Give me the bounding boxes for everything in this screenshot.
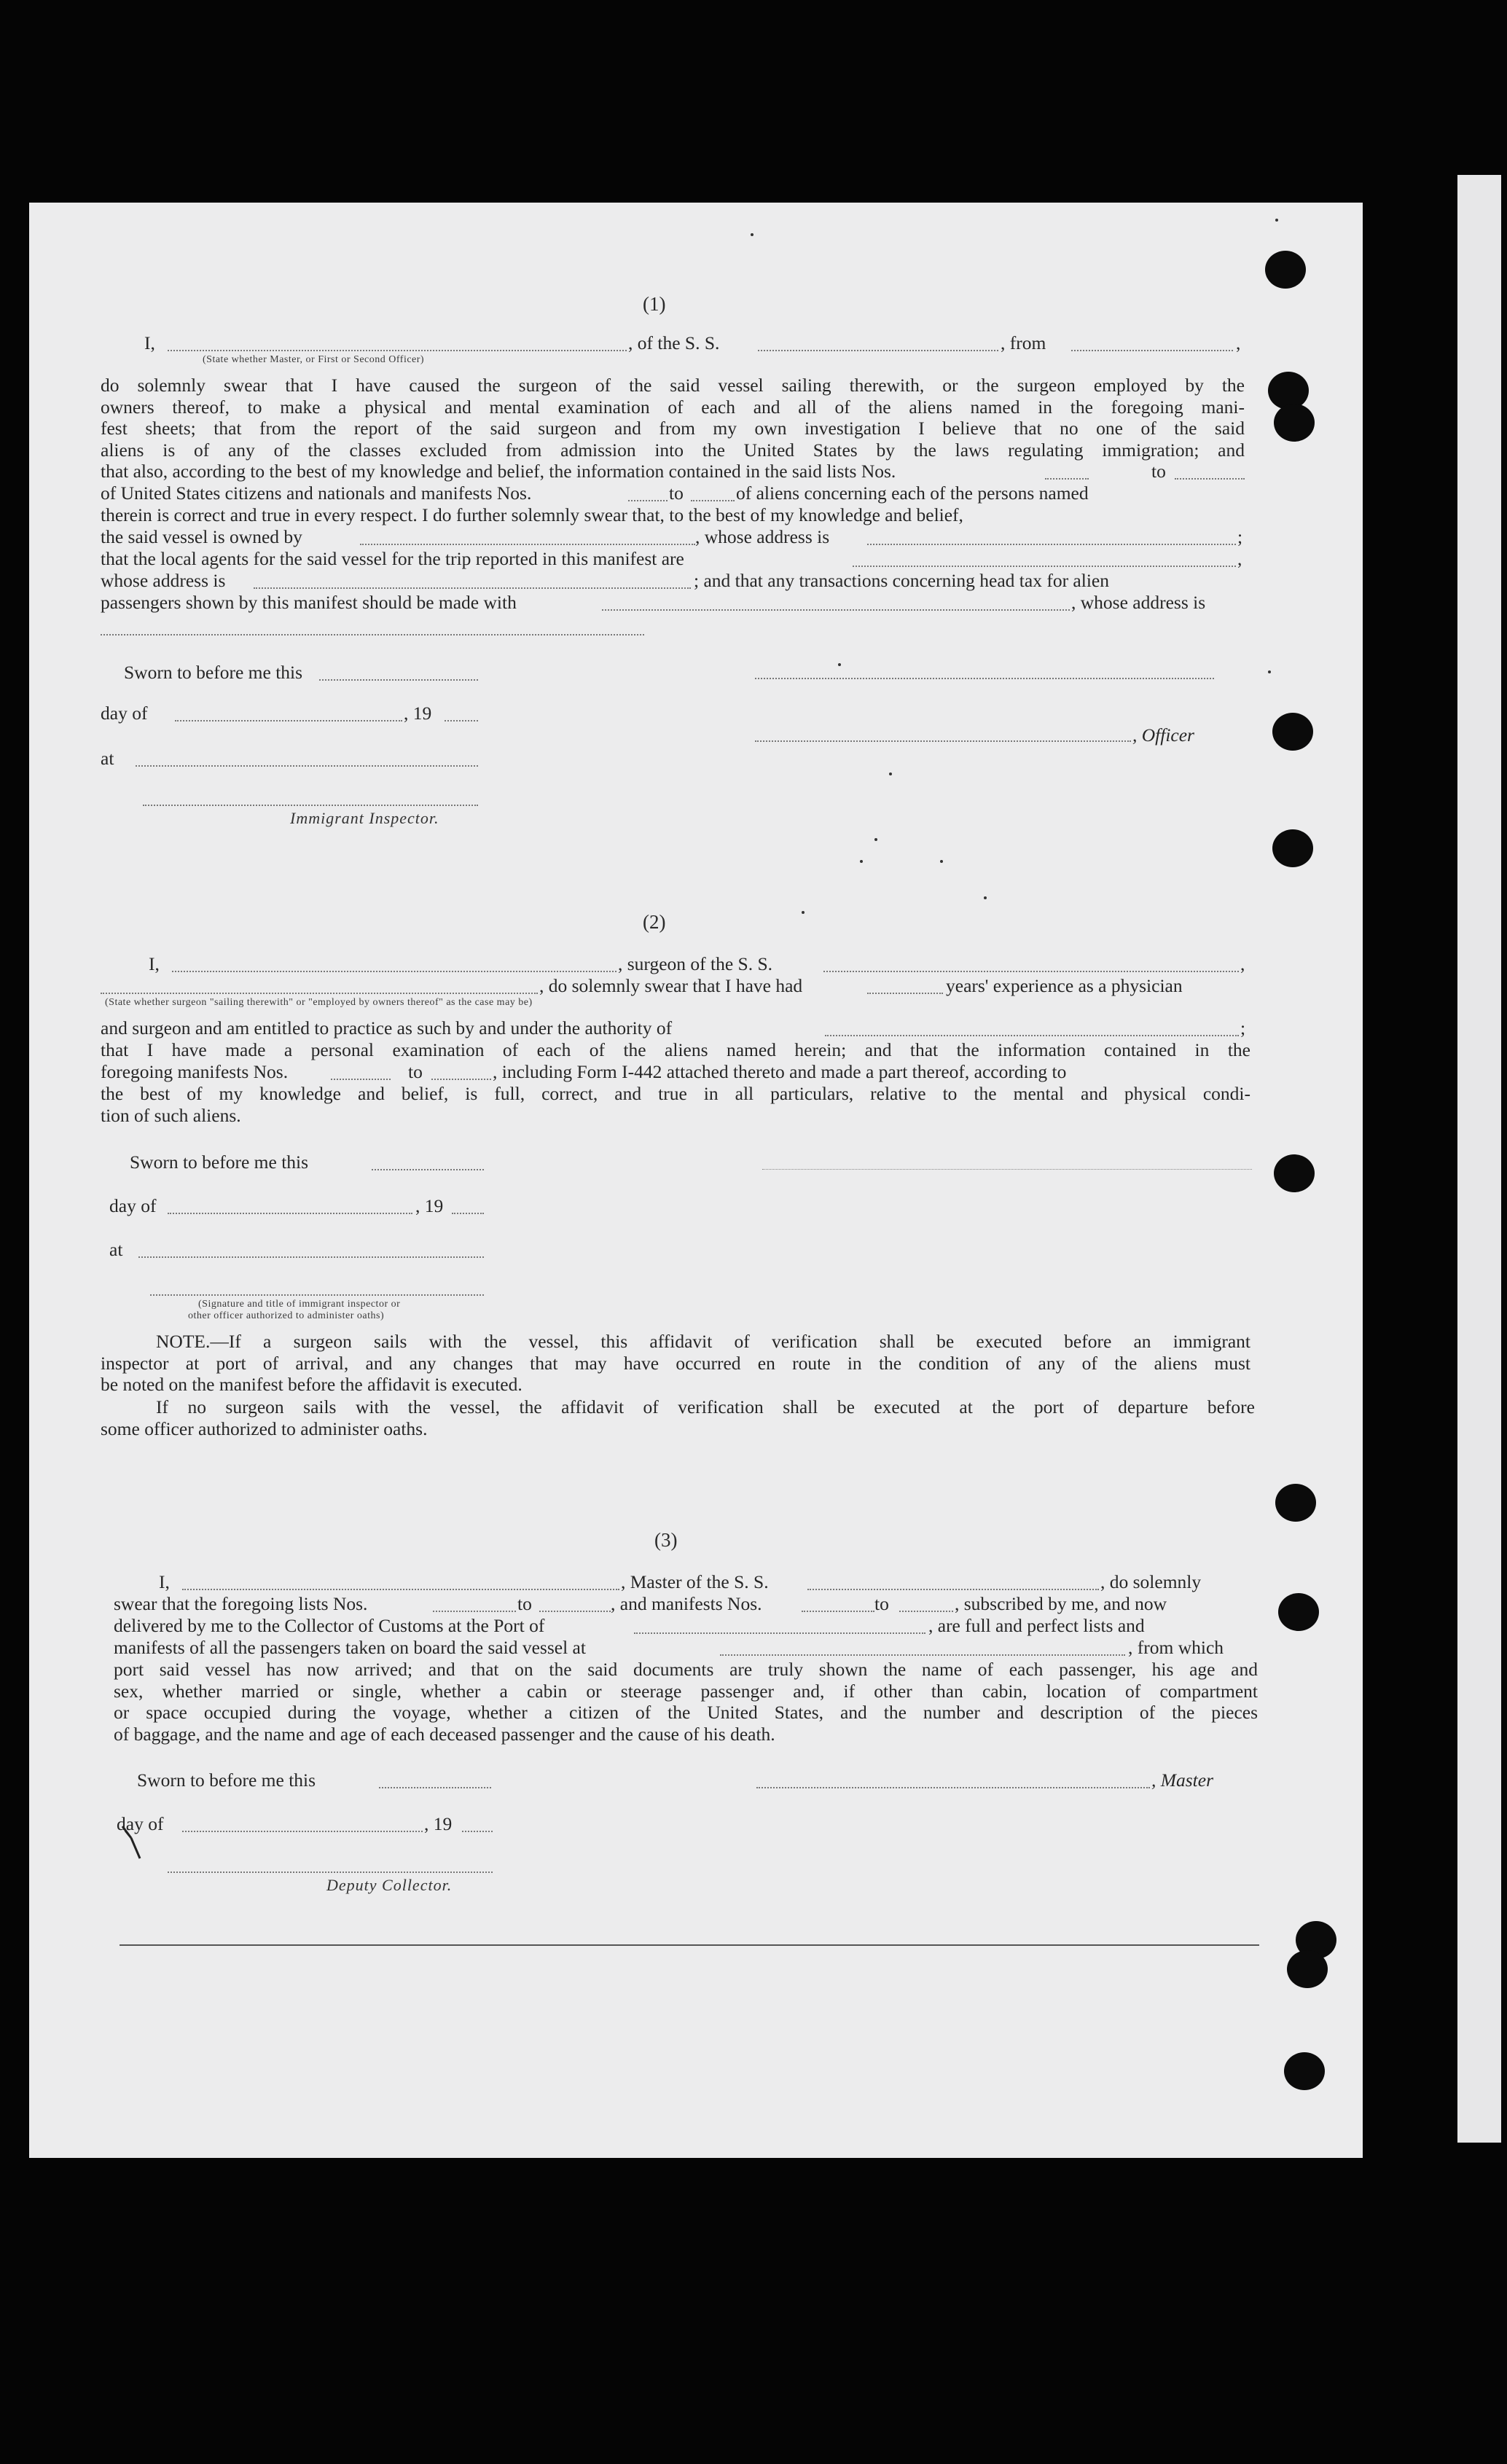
- s1-officer-blank: [755, 740, 1131, 742]
- s3-port-blank: [634, 1632, 925, 1634]
- document-page: [29, 203, 1363, 2158]
- s3-deputy-caption: Deputy Collector.: [326, 1876, 453, 1894]
- paper-speck: [940, 860, 943, 863]
- s2-line1-end: ,: [1240, 953, 1245, 974]
- s2-at: at: [109, 1239, 123, 1260]
- s1-paragraph: [101, 375, 1245, 461]
- s1-headtax-address-blank: [101, 634, 644, 635]
- s1-day-of: day of: [101, 703, 148, 724]
- s3-line1-i: I,: [159, 1571, 170, 1592]
- s1-ship-blank: [758, 350, 998, 351]
- s2-foregoing-b: to: [408, 1061, 423, 1082]
- s1-manifests-b: to: [669, 482, 684, 504]
- s2-line2-a: , do solemnly swear that I have had: [539, 975, 803, 996]
- s3-line2-c: , and manifests Nos.: [611, 1593, 762, 1614]
- s1-master-hint: (State whether Master, or First or Second Officer): [203, 354, 425, 365]
- s1-lists-to-blank: [1175, 478, 1245, 480]
- s3-paragraph: [114, 1659, 1258, 1745]
- s2-ship-blank: [823, 971, 1239, 972]
- s1-sworn-blank: [319, 679, 478, 681]
- binder-hole: [1274, 1154, 1315, 1192]
- s3-line1-end: , do solemnly: [1100, 1571, 1202, 1592]
- s2-manifests-from-blank: [331, 1079, 391, 1080]
- s2-para-line: tion of such aliens.: [101, 1104, 241, 1126]
- s1-sworn: Sworn to before me this: [124, 662, 303, 683]
- s3-day-blank: [182, 1831, 423, 1832]
- s1-owner-blank: [360, 544, 695, 545]
- s3-sworn-blank: [379, 1787, 491, 1788]
- paper-speck: [1275, 219, 1278, 222]
- s2-note: [101, 1331, 1250, 1396]
- paper-speck: [984, 896, 987, 899]
- s1-year: , 19: [404, 703, 432, 724]
- paper-speck: [889, 773, 892, 775]
- s2-surgeon: , surgeon of the S. S.: [618, 953, 773, 974]
- s3-year: , 19: [424, 1813, 453, 1834]
- s1-year-blank: [445, 720, 478, 721]
- s1-manifests-c: of aliens concerning each of the persons named: [736, 482, 1089, 504]
- paper-speck: [874, 838, 877, 841]
- s1-para-line: aliens is of any of the classes excluded from admission into the United States by the laws regulating immigration; and: [101, 439, 1245, 461]
- binder-hole: [1272, 713, 1313, 751]
- s1-address-b: ; and that any transactions concerning head tax for alien: [694, 570, 1109, 591]
- s2-sig-caption: (Signature and title of immigrant inspector or: [198, 1299, 401, 1310]
- s1-master-blank: [168, 350, 627, 351]
- paper-speck: [751, 233, 754, 236]
- s2-note2-line: If no surgeon sails with the vessel, the affidavit of verification shall be executed at the port of departure before: [156, 1396, 1255, 1417]
- s3-para-line: port said vessel has now arrived; and that on the said documents are truly shown the name of each passenger, his age and: [114, 1659, 1258, 1680]
- s1-agents-blank: [853, 566, 1236, 567]
- s3-master-sig-blank: [756, 1787, 1150, 1788]
- s2-para-a: [101, 1039, 1250, 1061]
- s3-boarded-port-blank: [720, 1654, 1125, 1656]
- s1-of-ss: , of the S. S.: [628, 332, 720, 353]
- s2-note2-line: some officer authorized to administer oaths.: [101, 1417, 428, 1439]
- binder-hole: [1284, 2052, 1325, 2090]
- s3-line2-e: , subscribed by me, and now: [955, 1593, 1167, 1614]
- binder-hole: [1275, 1484, 1316, 1522]
- s3-line4-b: , from which: [1128, 1637, 1224, 1658]
- s1-agents-b: ,: [1237, 548, 1242, 569]
- paper-speck: [838, 663, 841, 666]
- s1-from: , from: [1001, 332, 1046, 353]
- s3-line4-a: manifests of all the passengers taken on board the said vessel at: [114, 1637, 586, 1658]
- s3-line2-d: to: [874, 1593, 889, 1614]
- s2-at-blank: [138, 1256, 484, 1258]
- s3-para-line: of baggage, and the name and age of each deceased passenger and the cause of his death.: [114, 1723, 775, 1745]
- s1-manifests-to-blank: [691, 500, 735, 501]
- s1-at-blank: [136, 765, 478, 767]
- s1-from-blank: [1071, 350, 1233, 351]
- s2-sworn: Sworn to before me this: [130, 1151, 309, 1173]
- s3-para-line: sex, whether married or single, whether a cabin or steerage passenger and, if other than cabin, location of compartment: [114, 1680, 1258, 1702]
- s2-authority-b: ;: [1240, 1017, 1246, 1039]
- s1-inspector-blank: [143, 805, 478, 806]
- adjacent-page-strip: [1457, 175, 1501, 2143]
- paper-speck: [1268, 670, 1271, 673]
- s1-agents-a: that the local agents for the said vessel for the trip reported in this manifest are: [101, 548, 684, 569]
- s3-day-of: day of: [117, 1813, 164, 1834]
- s3-line2-b: to: [517, 1593, 532, 1614]
- s3-ship-blank: [807, 1589, 1099, 1590]
- s3-manifests-to-blank: [899, 1611, 953, 1612]
- s2-para-line: the best of my knowledge and belief, is full, correct, and true in all particulars, relative to the mental and physical condi-: [101, 1083, 1250, 1104]
- s1-headtax-blank: [602, 609, 1070, 611]
- s2-note-line: NOTE.—If a surgeon sails with the vessel, this affidavit of verification shall be executed before an immigrant: [156, 1331, 1250, 1352]
- binder-hole: [1265, 251, 1306, 289]
- s1-at: at: [101, 748, 114, 769]
- s1-owned-b: , whose address is: [695, 526, 830, 547]
- s1-para-line: owners thereof, to make a physical and mental examination of each and all of the aliens named in the foregoing mani-: [101, 396, 1245, 418]
- s1-lists-from-blank: [1045, 478, 1089, 480]
- s1-owned-c: ;: [1237, 526, 1243, 547]
- s3-para-line: or space occupied during the voyage, whether a citizen of the United States, and the number and description of the pieces: [114, 1702, 1258, 1723]
- s2-para-b: [101, 1083, 1250, 1126]
- s1-inspector-caption: Immigrant Inspector.: [290, 809, 439, 827]
- s2-surgeon-hint: (State whether surgeon "sailing therewith" or "employed by owners thereof" as the case may be): [105, 997, 533, 1008]
- s2-authority-a: and surgeon and am entitled to practice as such by and under the authority of: [101, 1017, 673, 1039]
- s2-foregoing-c: , including Form I-442 attached thereto and made a part thereof, according to: [493, 1061, 1067, 1082]
- s2-sig-caption: other officer authorized to administer oaths): [188, 1310, 385, 1321]
- s1-line1-end: ,: [1236, 332, 1241, 353]
- binder-hole: [1278, 1593, 1319, 1631]
- s1-line1-i: I,: [144, 332, 155, 353]
- s1-manifests-a: of United States citizens and nationals and manifests Nos.: [101, 482, 532, 504]
- binder-hole: [1287, 1950, 1328, 1988]
- s1-manifests-from-blank: [628, 500, 668, 501]
- s1-passengers-a: passengers shown by this manifest should be made with: [101, 592, 517, 613]
- binder-hole: [1272, 829, 1313, 867]
- s1-owner-address-blank: [867, 544, 1236, 545]
- s3-line3-b: , are full and perfect lists and: [928, 1615, 1145, 1636]
- s3-line3-a: delivered by me to the Collector of Customs at the Port of: [114, 1615, 545, 1636]
- s3-manifests-from-blank: [802, 1611, 874, 1612]
- s2-signature-blank: [762, 1169, 1252, 1170]
- s2-authority-blank: [825, 1035, 1239, 1036]
- s2-note-line: be noted on the manifest before the affidavit is executed.: [101, 1374, 522, 1395]
- s3-deputy-blank: [168, 1872, 493, 1873]
- s1-day-blank: [175, 720, 402, 721]
- s3-master: , Master of the S. S.: [621, 1571, 769, 1592]
- s2-inspector-blank: [150, 1294, 484, 1296]
- s2-day-blank: [168, 1213, 412, 1214]
- s2-line1-i: I,: [149, 953, 160, 974]
- s1-officer-name-blank: [755, 678, 1214, 679]
- s2-years-blank: [867, 993, 943, 994]
- paper-speck: [802, 911, 805, 914]
- s3-year-blank: [462, 1831, 493, 1832]
- s2-para-line: that I have made a personal examination of each of the aliens named herein; and that the information contained in the: [101, 1039, 1250, 1060]
- s1-para-line: fest sheets; that from the report of the said surgeon and from my own investigation I believe that no one of the said: [101, 418, 1245, 439]
- section-2-number: (2): [643, 911, 666, 933]
- s1-officer: , Officer: [1132, 724, 1194, 746]
- s2-line2-b: years' experience as a physician: [946, 975, 1183, 996]
- binder-hole: [1274, 404, 1315, 442]
- pen-mark: [115, 1820, 144, 1864]
- s2-foregoing-a: foregoing manifests Nos.: [101, 1061, 289, 1082]
- s3-lists-from-blank: [433, 1611, 516, 1612]
- s2-surgeon-name-blank: [172, 971, 616, 972]
- s1-agents-address-blank: [254, 587, 691, 589]
- s3-lists-to-blank: [539, 1611, 611, 1612]
- s2-manifests-to-blank: [431, 1079, 491, 1080]
- s2-note-line: inspector at port of arrival, and any changes that may have occurred en route in the condition of any of the aliens must: [101, 1352, 1250, 1374]
- s1-lists-b: to: [1151, 461, 1166, 482]
- s2-year: , 19: [415, 1195, 444, 1216]
- s1-lists-a: that also, according to the best of my knowledge and belief, the information contained in the said lists Nos.: [101, 461, 896, 482]
- s2-surgeon-type-blank: [101, 993, 538, 994]
- s2-sworn-blank: [372, 1169, 484, 1170]
- s1-address-a: whose address is: [101, 570, 226, 591]
- s3-line2-a: swear that the foregoing lists Nos.: [114, 1593, 368, 1614]
- s2-day-of: day of: [109, 1195, 157, 1216]
- s2-note2: [101, 1396, 1255, 1439]
- s1-correct-line: therein is correct and true in every respect. I do further solemnly swear that, to the best of my knowledge and belief,: [101, 504, 963, 525]
- section-1-number: (1): [643, 293, 666, 315]
- s2-year-blank: [452, 1213, 484, 1214]
- bottom-rule: [120, 1944, 1259, 1946]
- s1-passengers-b: , whose address is: [1071, 592, 1206, 613]
- paper-speck: [860, 860, 863, 863]
- s1-owned-a: the said vessel is owned by: [101, 526, 302, 547]
- s1-para-line: do solemnly swear that I have caused the surgeon of the said vessel sailing therewith, or the surgeon employed by the: [101, 375, 1245, 396]
- section-3-number: (3): [654, 1529, 678, 1551]
- s3-master-name-blank: [182, 1589, 619, 1590]
- s3-sworn: Sworn to before me this: [137, 1769, 316, 1791]
- s3-master-sig: , Master: [1151, 1769, 1213, 1791]
